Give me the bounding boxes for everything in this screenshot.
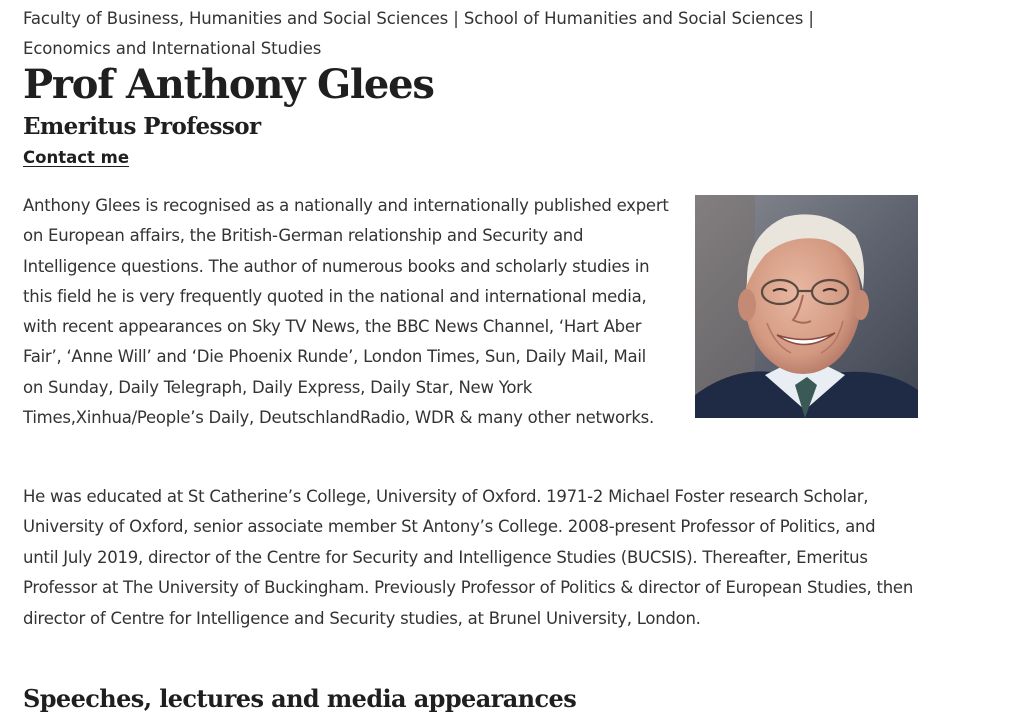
breadcrumb-separator: | [453,9,459,28]
job-title: Emeritus Professor [23,113,261,140]
contact-me-link[interactable]: Contact me [23,148,130,167]
portrait-image [695,195,918,418]
breadcrumb-department[interactable]: Economics and International Studies [23,39,322,58]
portrait-photo [695,195,918,418]
section-heading-speeches: Speeches, lectures and media appearances [23,684,577,713]
breadcrumb-school[interactable]: School of Humanities and Social Sciences [463,9,804,28]
breadcrumb-separator: | [808,9,814,28]
page-title: Prof Anthony Glees [23,61,434,108]
bio-paragraph-1: Anthony Glees is recognised as a nationally and internationally published expert on European affairs, the British-German relationship and Security and Intelligence questions. The author of numerous books and scholarly studies in this field he is very frequently quoted in the national and international media, with recent appearances on Sky TV News, the BBC News Channel, ‘Hart Aber Fair’, ‘Anne Will’ and ‘Die Phoenix Runde’, London Times, Sun, Daily Mail, Mail on Sunday, Daily Telegraph, Daily Express, Daily Star, New York Times,Xinhua/People’s Daily, DeutschlandRadio, WDR & many other networks. [23,196,669,428]
bio-paragraph-2: He was educated at St Catherine’s College, University of Oxford. 1971-2 Michael Foster research Scholar, University of Oxford, senior associate member St Antony’s College. 2008-present Professor of Politics, and until July 2019, director of the Centre for Security and Intelligence Studies (BUCSIS). Thereafter, Emeritus Professor at The University of Buckingham. Previously Professor of Politics & director of European Studies, then director of Centre for Intelligence and Security studies, at Brunel University, London. [23,487,914,628]
breadcrumb-faculty[interactable]: Faculty of Business, Humanities and Social Sciences [23,9,449,28]
breadcrumb [23,4,903,64]
